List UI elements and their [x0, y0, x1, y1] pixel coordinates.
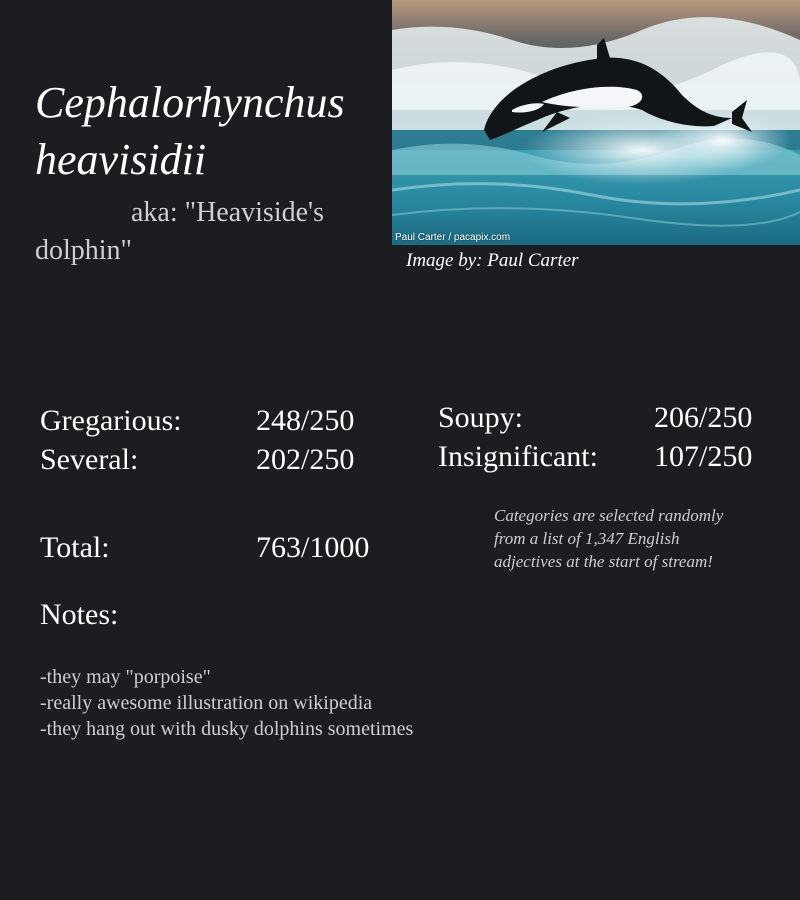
- scientific-name: Cephalorhynchus heavisidii: [35, 78, 345, 184]
- total-row: [40, 528, 400, 567]
- note-item: -they hang out with dusky dolphins sometimes: [40, 718, 414, 740]
- rating-row: [40, 440, 400, 479]
- common-name: aka: "Heaviside's dolphin": [35, 197, 324, 266]
- dolphin-photo-graphic: [392, 0, 800, 245]
- photo-credit-overlay: Paul Carter / pacapix.com: [395, 232, 511, 243]
- rating-value: 248/250: [256, 404, 355, 437]
- notes-list: [40, 664, 413, 742]
- rating-label: Insignificant:: [438, 440, 598, 473]
- categories-note: Categories are selected randomly from a list of 1,347 English adjectives at the start of stream!: [494, 506, 724, 571]
- rating-row: [40, 401, 400, 440]
- title-block: [35, 74, 380, 270]
- notes-heading: Notes:: [40, 598, 119, 631]
- dolphin-photo: [392, 0, 800, 245]
- rating-label: Several:: [40, 443, 139, 476]
- rating-row: [438, 437, 778, 476]
- note-item: -really awesome illustration on wikipedia: [40, 692, 373, 714]
- total-value: 763/1000: [256, 531, 370, 564]
- rating-value: 202/250: [256, 443, 355, 476]
- rating-label: Gregarious:: [40, 404, 182, 437]
- ratings-right: [438, 398, 778, 476]
- image-caption: Image by: Paul Carter: [406, 250, 579, 271]
- total-label: Total:: [40, 531, 110, 564]
- ratings-left: [40, 401, 400, 479]
- rating-label: Soupy:: [438, 401, 524, 434]
- rating-row: [438, 398, 778, 437]
- note-item: -they may "porpoise": [40, 666, 211, 688]
- rating-value: 206/250: [654, 401, 753, 434]
- rating-value: 107/250: [654, 440, 753, 473]
